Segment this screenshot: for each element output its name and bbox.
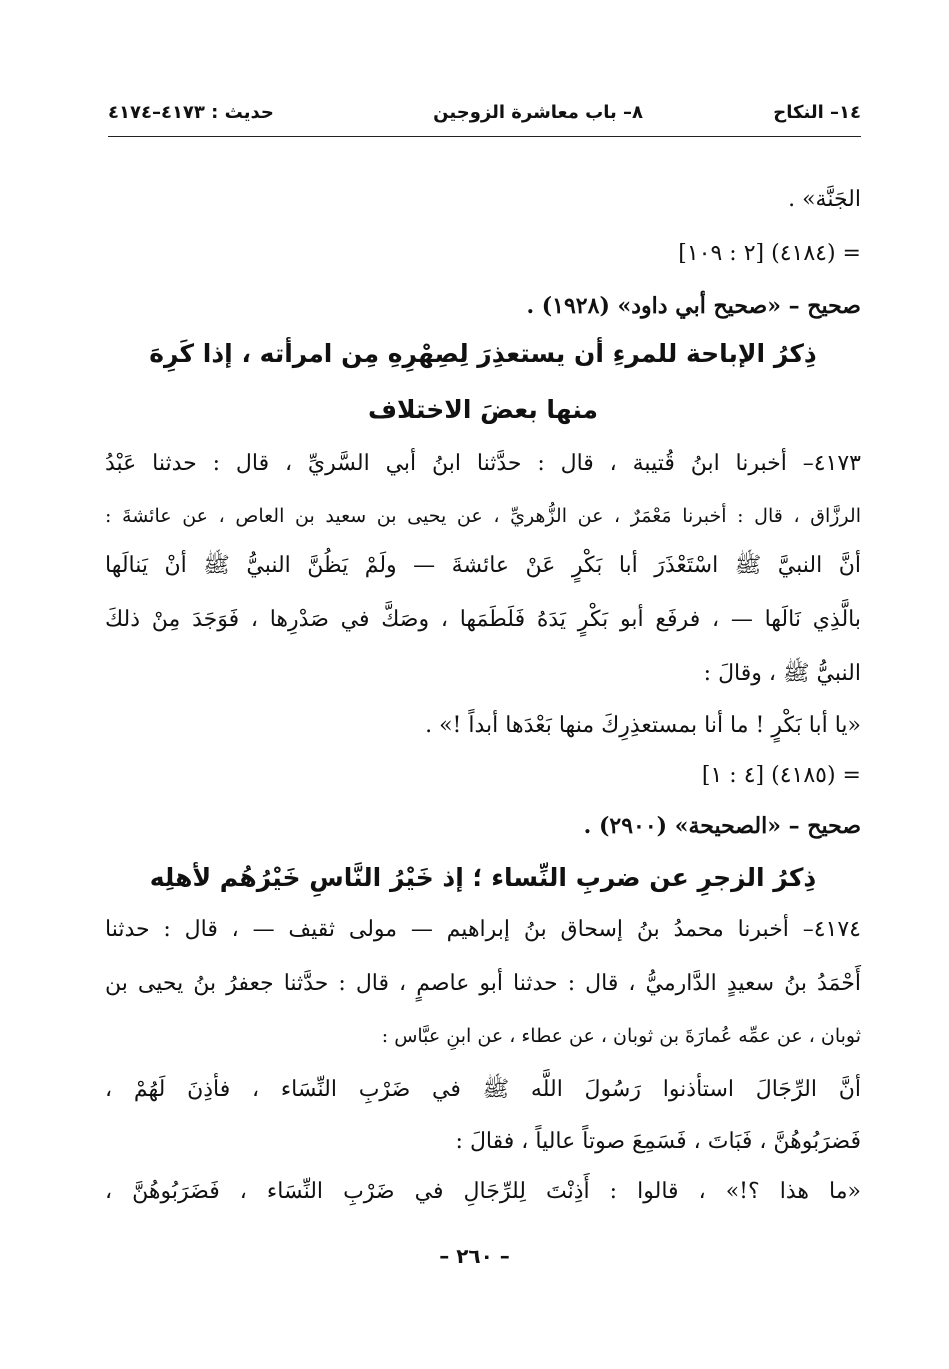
- matn-line: فَضرَبُوهُنَّ ، فَبَاتَ ، فَسَمِعَ صوتاً عالياً ، فقالَ :: [455, 1129, 861, 1154]
- matn-line: «يا أبا بَكْرٍ ! ما أنا بمستعذِرِكَ منها بَعْدَها أبداً !» .: [425, 713, 861, 738]
- hadith-range: حديث : ٤١٧٣–٤١٧٤: [108, 102, 274, 123]
- matn-line: «ما هذا ؟!» ، قالوا : أَذِنْتَ لِلرِّجَالِ في ضَرْبِ النِّسَاء ، فَضَرَبُوهُنَّ ،: [105, 1179, 861, 1204]
- section-heading: ذِكرُ الإباحة للمرءِ أن يستعذِرَ لِصِهْرِهِ مِن امرأته ، إذا كَرِهَ: [149, 339, 817, 368]
- matn-line: بالَّذِي نَالَها — ، فرفَع أبو بَكْرٍ يَدَهُ فَلَطَمَها ، وصَكَّ في صَدْرِها ، فَوَجَدَ مِنْ ذلكَ: [105, 607, 861, 632]
- grading-line: صحيح – «الصحيحة» (٢٩٠٠) .: [583, 813, 861, 839]
- isnad-line: الرزَّاق ، قال : أخبرنا مَعْمَرٌ ، عن الزُّهريِّ ، عن يحيى بن سعيد بن العاص ، عن عائشةَ :: [105, 505, 861, 527]
- isnad-line: ٤١٧٣– أخبرنا ابنُ قُتيبة ، قال : حدَّثنا ابنُ أبي السَّريِّ ، قال : حدثنا عَبْدُ: [105, 451, 861, 476]
- chapter-title: ١٤– النكاح: [773, 102, 861, 123]
- matn-line: النبيُّ ﷺ ، وقالَ :: [703, 661, 861, 686]
- section-heading-continued: منها بعضَ الاختلاف: [367, 395, 599, 424]
- page-number: – ٢٦٠ –: [439, 1244, 510, 1268]
- isnad-line: ٤١٧٤– أخبرنا محمدُ بنُ إسحاق بنُ إبراهيم — مولى ثقيف — ، قال : حدثنا: [105, 917, 861, 942]
- cross-reference: = (٤١٨٤) [٢ : ١٠٩]: [678, 241, 861, 266]
- matn-line: أنَّ الرِّجَالَ استأذنوا رَسُولَ اللَّه ﷺ في ضَرْبِ النِّسَاء ، فأذِنَ لَهُمْ ،: [105, 1077, 861, 1102]
- running-header: [108, 96, 861, 137]
- matn-line: أنَّ النبيَّ ﷺ اسْتَعْذَرَ أبا بَكْرٍ عَنْ عائشةَ — ولَمْ يَظُنَّ النبيُّ ﷺ أنْ يَنالَها: [105, 553, 861, 578]
- cross-reference: = (٤١٨٥) [٤ : ١]: [701, 763, 861, 788]
- isnad-line: أَحْمَدُ بنُ سعيدٍ الدَّارميُّ ، قال : حدثنا أبو عاصمٍ ، قال : حدَّثنا جعفرُ بنُ يحيى بن: [105, 971, 861, 996]
- isnad-line: ثوبان ، عن عمِّه عُمارَةَ بن ثوبان ، عن عطاء ، عن ابنِ عبَّاس :: [381, 1025, 861, 1047]
- grading-line: صحيح – «صحيح أبي داود» (١٩٢٨) .: [526, 293, 861, 319]
- text-line: الجَنَّة» .: [788, 187, 861, 212]
- section-title: ٨– باب معاشرة الزوجين: [433, 102, 643, 123]
- section-heading: ذِكرُ الزجرِ عن ضربِ النِّساء ؛ إذ خَيْرُ النَّاسِ خَيْرُهُم لأهلِه: [149, 863, 817, 892]
